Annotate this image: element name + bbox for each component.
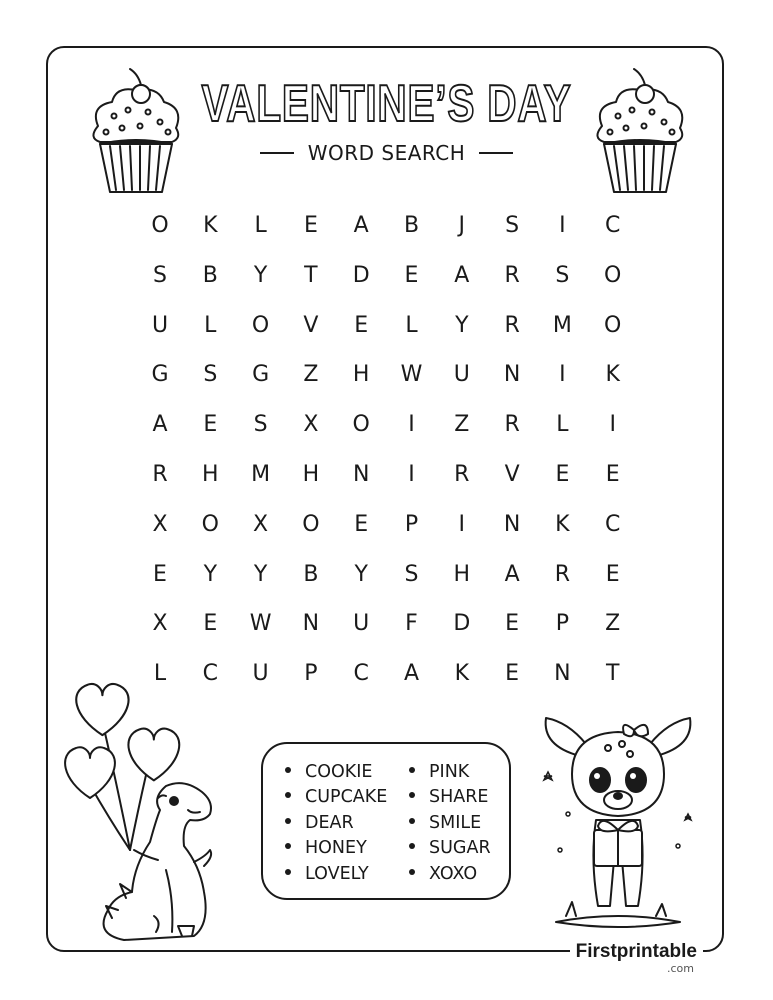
grid-cell: U bbox=[252, 661, 269, 687]
grid-cell: S bbox=[505, 213, 520, 238]
grid-cell: E bbox=[555, 462, 570, 487]
grid-cell: A bbox=[152, 412, 168, 438]
grid-cell: P bbox=[555, 611, 570, 637]
word-label: HONEY bbox=[305, 838, 367, 859]
grid-cell: H bbox=[453, 561, 471, 587]
grid-cell: J bbox=[458, 213, 466, 238]
bullet-icon bbox=[285, 843, 291, 849]
word-list-item bbox=[409, 760, 491, 785]
word-list-item bbox=[409, 862, 491, 887]
grid-cell: E bbox=[505, 611, 520, 637]
grid-cell: Y bbox=[354, 561, 368, 587]
grid-cell: U bbox=[453, 362, 470, 388]
word-label: CUPCAKE bbox=[305, 787, 388, 808]
grid-cell: I bbox=[559, 362, 566, 388]
word-label: PINK bbox=[429, 762, 470, 782]
grid-cell: F bbox=[405, 611, 418, 637]
grid-cell: S bbox=[404, 561, 419, 587]
grid-cell: M bbox=[251, 462, 271, 487]
grid-cell: G bbox=[151, 362, 169, 388]
grid-cell: N bbox=[503, 511, 521, 537]
grid-cell: I bbox=[609, 412, 616, 438]
bullet-icon bbox=[409, 818, 415, 824]
grid-cell: S bbox=[555, 262, 570, 288]
grid-cell: O bbox=[352, 412, 370, 438]
grid-cell: Z bbox=[303, 362, 319, 388]
grid-cell: H bbox=[202, 462, 219, 487]
word-list-column-2 bbox=[409, 760, 491, 887]
grid-cell: W bbox=[400, 362, 423, 388]
grid-cell: N bbox=[302, 611, 320, 637]
grid-cell: Y bbox=[203, 561, 218, 587]
grid-cell: C bbox=[605, 511, 621, 537]
grid-cell: W bbox=[249, 611, 272, 637]
grid-cell: V bbox=[303, 312, 319, 338]
dinosaur-balloons-illustration bbox=[54, 670, 234, 942]
grid-cell: A bbox=[403, 661, 420, 687]
subtitle-row bbox=[0, 138, 773, 168]
grid-cell: I bbox=[408, 412, 415, 438]
grid-cell: N bbox=[554, 661, 571, 687]
word-list-item bbox=[285, 836, 387, 861]
grid-cell: O bbox=[151, 213, 169, 238]
grid-cell: K bbox=[203, 213, 218, 238]
grid-cell: S bbox=[253, 412, 268, 438]
grid-cell: Z bbox=[454, 412, 470, 438]
grid-cell: E bbox=[605, 561, 620, 587]
grid-cell: P bbox=[304, 661, 318, 687]
grid-cell: E bbox=[605, 462, 620, 487]
bullet-icon bbox=[409, 843, 415, 849]
grid-cell: N bbox=[352, 462, 370, 487]
word-list-item bbox=[285, 811, 387, 836]
grid-cell: T bbox=[605, 661, 620, 687]
grid-cell: Z bbox=[605, 611, 621, 637]
letter-grid bbox=[135, 201, 639, 701]
grid-cell: K bbox=[454, 661, 470, 687]
grid-cell: X bbox=[152, 611, 168, 637]
grid-cell: H bbox=[352, 362, 370, 388]
grid-cell: R bbox=[504, 412, 520, 438]
grid-cell: V bbox=[504, 462, 520, 487]
grid-cell: U bbox=[353, 611, 370, 637]
grid-cell: U bbox=[151, 312, 169, 338]
grid-cell: R bbox=[554, 561, 571, 587]
subtitle-rule-left bbox=[260, 152, 294, 154]
grid-cell: Y bbox=[253, 262, 268, 288]
grid-cell: B bbox=[202, 262, 218, 288]
brand-suffix: .com bbox=[667, 962, 694, 975]
grid-cell: R bbox=[504, 312, 520, 338]
word-label: SMILE bbox=[429, 812, 482, 833]
grid-cell: C bbox=[353, 661, 369, 687]
grid-cell: G bbox=[252, 362, 270, 388]
grid-cell: D bbox=[352, 262, 370, 288]
bullet-icon bbox=[285, 818, 291, 824]
grid-cell: S bbox=[153, 262, 167, 288]
grid-cell: O bbox=[604, 312, 622, 338]
grid-cell: M bbox=[552, 312, 572, 338]
word-label: DEAR bbox=[305, 812, 354, 833]
bullet-icon bbox=[285, 767, 291, 773]
grid-cell: I bbox=[559, 213, 566, 238]
grid-cell: R bbox=[504, 262, 520, 288]
grid-cell: O bbox=[604, 262, 622, 288]
grid-cell: N bbox=[503, 362, 521, 388]
word-list-item bbox=[285, 785, 387, 810]
fawn-illustration bbox=[538, 710, 698, 932]
word-list-item bbox=[409, 785, 491, 810]
grid-cell: E bbox=[404, 262, 419, 288]
word-list-box bbox=[261, 742, 511, 900]
grid-cell: H bbox=[302, 462, 320, 487]
grid-cell: O bbox=[302, 511, 320, 537]
grid-cell: E bbox=[354, 511, 369, 537]
grid-cell: B bbox=[303, 561, 319, 587]
grid-cell: P bbox=[404, 511, 419, 537]
grid-cell: E bbox=[153, 561, 167, 587]
word-list-column-1 bbox=[285, 760, 387, 887]
word-label: COOKIE bbox=[305, 762, 373, 782]
bullet-icon bbox=[285, 869, 291, 875]
grid-cell: L bbox=[153, 661, 167, 687]
word-label: XOXO bbox=[429, 863, 478, 884]
word-label: LOVELY bbox=[305, 863, 369, 884]
word-label: SHARE bbox=[429, 787, 489, 808]
grid-cell: S bbox=[203, 362, 218, 388]
word-label: SUGAR bbox=[429, 838, 491, 859]
grid-cell: A bbox=[353, 213, 369, 238]
grid-cell: X bbox=[253, 511, 269, 537]
grid-cell: A bbox=[454, 262, 470, 288]
word-list-item bbox=[409, 836, 491, 861]
grid-cell: E bbox=[203, 611, 218, 637]
grid-cell: K bbox=[605, 362, 620, 388]
grid-cell: I bbox=[458, 511, 466, 537]
grid-cell: X bbox=[303, 412, 319, 438]
word-list-item bbox=[285, 760, 387, 785]
grid-cell: E bbox=[303, 213, 318, 238]
grid-cell: E bbox=[354, 312, 369, 338]
grid-cell: E bbox=[203, 412, 218, 438]
grid-cell: L bbox=[204, 312, 217, 338]
grid-cell: O bbox=[201, 511, 219, 537]
grid-cell: O bbox=[251, 312, 270, 338]
grid-cell: I bbox=[408, 462, 415, 487]
grid-cell: C bbox=[202, 661, 218, 687]
grid-cell: Y bbox=[455, 312, 469, 338]
grid-cell: Y bbox=[253, 561, 268, 587]
bullet-icon bbox=[409, 792, 415, 798]
word-list-item bbox=[409, 811, 491, 836]
word-list-item bbox=[285, 862, 387, 887]
grid-cell: L bbox=[254, 213, 267, 238]
bullet-icon bbox=[285, 792, 291, 798]
bullet-icon bbox=[409, 869, 415, 875]
grid-cell: E bbox=[505, 661, 520, 687]
grid-cell: D bbox=[453, 611, 471, 637]
page-title: VALENTINE’S DAY bbox=[201, 75, 572, 133]
grid-cell: B bbox=[403, 213, 420, 238]
grid-cell: R bbox=[152, 462, 168, 487]
subtitle-rule-right bbox=[479, 152, 513, 154]
grid-cell: K bbox=[555, 511, 570, 537]
bullet-icon bbox=[409, 767, 415, 773]
grid-cell: X bbox=[152, 511, 168, 537]
grid-cell: A bbox=[504, 561, 520, 587]
page-subtitle: WORD SEARCH bbox=[307, 141, 466, 165]
brand-logo: Firstprintable bbox=[570, 941, 703, 963]
grid-cell: L bbox=[556, 412, 569, 438]
grid-cell: R bbox=[454, 462, 470, 487]
grid-cell: C bbox=[605, 213, 621, 238]
grid-cell: T bbox=[304, 262, 318, 288]
grid-cell: L bbox=[405, 312, 418, 338]
